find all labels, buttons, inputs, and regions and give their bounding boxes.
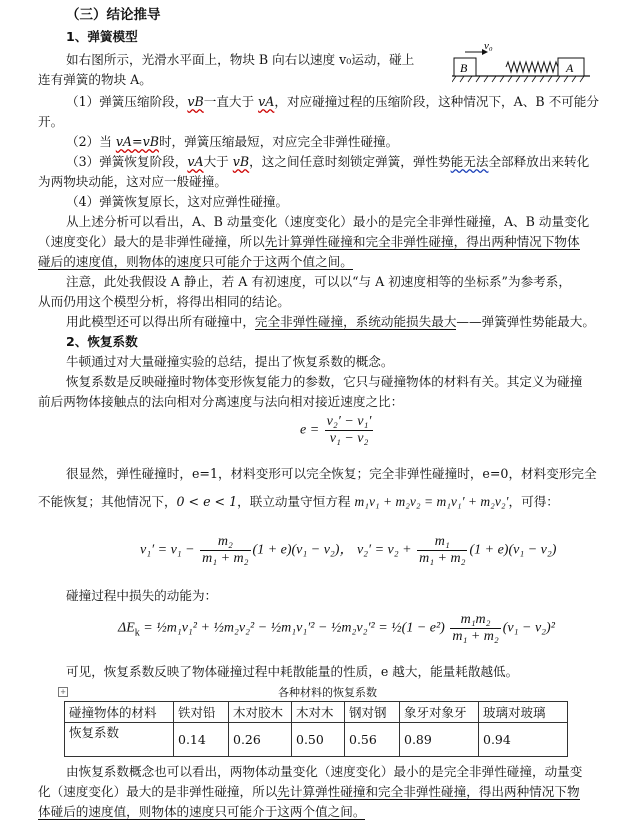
restitution-line1: 牛顿通过对大量碰撞实验的总结，提出了恢复系数的概念。 <box>66 354 394 369</box>
analysis-line3: 碰后的速度值，则物体的速度只可能介于这两个值之间。 <box>38 254 353 269</box>
spring-intro-line2: 连有弹簧的物块 A。 <box>38 72 152 87</box>
closing-line1: 由恢复系数概念也可以看出，两物体动量变化（速度变化）最小的是完全非弹性碰撞，动量变 <box>66 764 583 779</box>
table-row-label: 恢复系数 <box>65 723 174 757</box>
spring-point-4: （4）弹簧恢复原长，这对应弹性碰撞。 <box>66 194 289 209</box>
restitution-line2: 恢复系数是反映碰撞时物体变形恢复能力的参数，它只与碰撞物体的材料有关。其定义为碰撞 <box>66 374 583 389</box>
note-line1: 注意，此处我假设 A 静止，若 A 有初速度，可以以“与 A 初速度相等的坐标系”为参考系， <box>66 274 571 289</box>
spring-point-3-cont: 为两物块动能，这对应一般碰撞。 <box>38 174 227 189</box>
table-header-cell: 象牙对象牙 <box>400 702 479 723</box>
table-header-cell: 钢对钢 <box>345 702 400 723</box>
restitution-definition-equation: e = $\frac{\text{v₂′ − v₁′}}{\text{v₁ − v₂}}$ <box>300 414 372 446</box>
kinetic-energy-loss-equation: $\Delta E_k$ = ½m₁v₁² + ½m₂v₂² − ½m₁v₁′² − ½m₂v₂′² = ½(1 − e²) $\frac{\text{m₁m₂}}{\text{m₁ + m₂}}$ (v₁ − v₂)² <box>118 612 555 644</box>
closing-line2: 化（速度变化）最大的是非弹性碰撞，所以先计算弹性碰撞和完全非弹性碰撞，得出两种情况下物 <box>38 784 580 799</box>
table-header-cell: 木对胶木 <box>229 702 292 723</box>
table-cell: 0.14 <box>174 723 229 757</box>
restitution-heading: 2、恢复系数 <box>66 334 138 349</box>
table-header-row <box>65 702 568 723</box>
restitution-line4: 很显然，弹性碰撞时，e=1，材料变形可以完全恢复；完全非弹性碰撞时，e=0，材料变形完全 <box>66 466 597 481</box>
table-header-cell: 铁对铅 <box>174 702 229 723</box>
closing-line3: 体碰后的速度值，则物体的速度只可能介于这两个值之间。 <box>38 804 366 819</box>
kinetic-energy-loss-label: 碰撞过程中损失的动能为： <box>66 588 218 603</box>
table-cell: 0.26 <box>229 723 292 757</box>
table-header-cell: 碰撞物体的材料 <box>65 702 174 723</box>
restitution-line5: 不能恢复；其他情况下，0 < e < 1，联立动量守恒方程 m₁v₁ + m₂v₂ = m₁v₁′ + m₂v₂′，可得： <box>38 494 559 509</box>
restitution-coefficient-table <box>64 701 568 757</box>
note-line2: 从而仍用这个模型分析，将得出相同的结论。 <box>38 294 290 309</box>
table-cell: 0.89 <box>400 723 479 757</box>
table-cell: 0.56 <box>345 723 400 757</box>
block-a-label: A <box>566 61 574 75</box>
restitution-conclusion: 可见，恢复系数反映了物体碰撞过程中耗散能量的性质，e 越大，能量耗散越低。 <box>66 664 519 679</box>
table-cell: 0.94 <box>479 723 568 757</box>
spring-point-3: （3）弹簧恢复阶段，vA大于 vB，这之间任意时刻锁定弹簧，弹性势能无法全部释放出来转化 <box>66 154 590 169</box>
velocity-after-collision-equation: v₁′ = v₁ − $\frac{\text{m₂}}{\text{m₁ + m₂}}$ (1 + e)(v₁ − v₂)， v₂′ = v₂ + $\frac{\text{m₁}}{\text{m₁ + m₂}}$ (1 + e)(v₁ − v₂) <box>140 534 557 566</box>
table-move-handle-icon[interactable]: + <box>58 687 68 697</box>
block-b-label: B <box>460 61 468 75</box>
table-caption: 各种材料的恢复系数 <box>278 686 377 699</box>
analysis-line1: 从上述分析可以看出，A、B 动量变化（速度变化）最小的是完全非弹性碰撞，A、B 动量变化 <box>66 214 590 229</box>
spring-block-diagram <box>452 40 592 88</box>
velocity-label: v₀ <box>484 40 493 52</box>
spring-model-heading: 1、弹簧模型 <box>66 29 138 44</box>
table-row <box>65 723 568 757</box>
analysis-line2: （速度变化）最大的是非弹性碰撞，所以先计算弹性碰撞和完全非弹性碰撞，得出两种情况下物体 <box>38 234 580 249</box>
spring-intro-line1: 如右图所示，光滑水平面上，物块 B 向右以速度 v₀运动，碰上 <box>66 52 415 67</box>
restitution-line3: 前后两物体接触点的法向相对分离速度与法向相对接近速度之比： <box>38 394 404 409</box>
model-conclusion: 用此模型还可以得出所有碰撞中，完全非弹性碰撞，系统动能损失最大——弹簧弹性势能最大。 <box>66 314 595 329</box>
spring-point-1: （1）弹簧压缩阶段，vB一直大于 vA，对应碰撞过程的压缩阶段，这种情况下，A、B 不可能分 <box>66 94 599 109</box>
spring-point-2: （2）当 vA=vB时，弹簧压缩最短，对应完全非弹性碰撞。 <box>66 134 399 149</box>
table-cell: 0.50 <box>292 723 345 757</box>
spring-point-1-cont: 开。 <box>38 114 64 129</box>
table-header-cell: 玻璃对玻璃 <box>479 702 568 723</box>
spring-coil <box>506 62 558 72</box>
section-title: （三）结论推导 <box>66 7 161 23</box>
table-header-cell: 木对木 <box>292 702 345 723</box>
